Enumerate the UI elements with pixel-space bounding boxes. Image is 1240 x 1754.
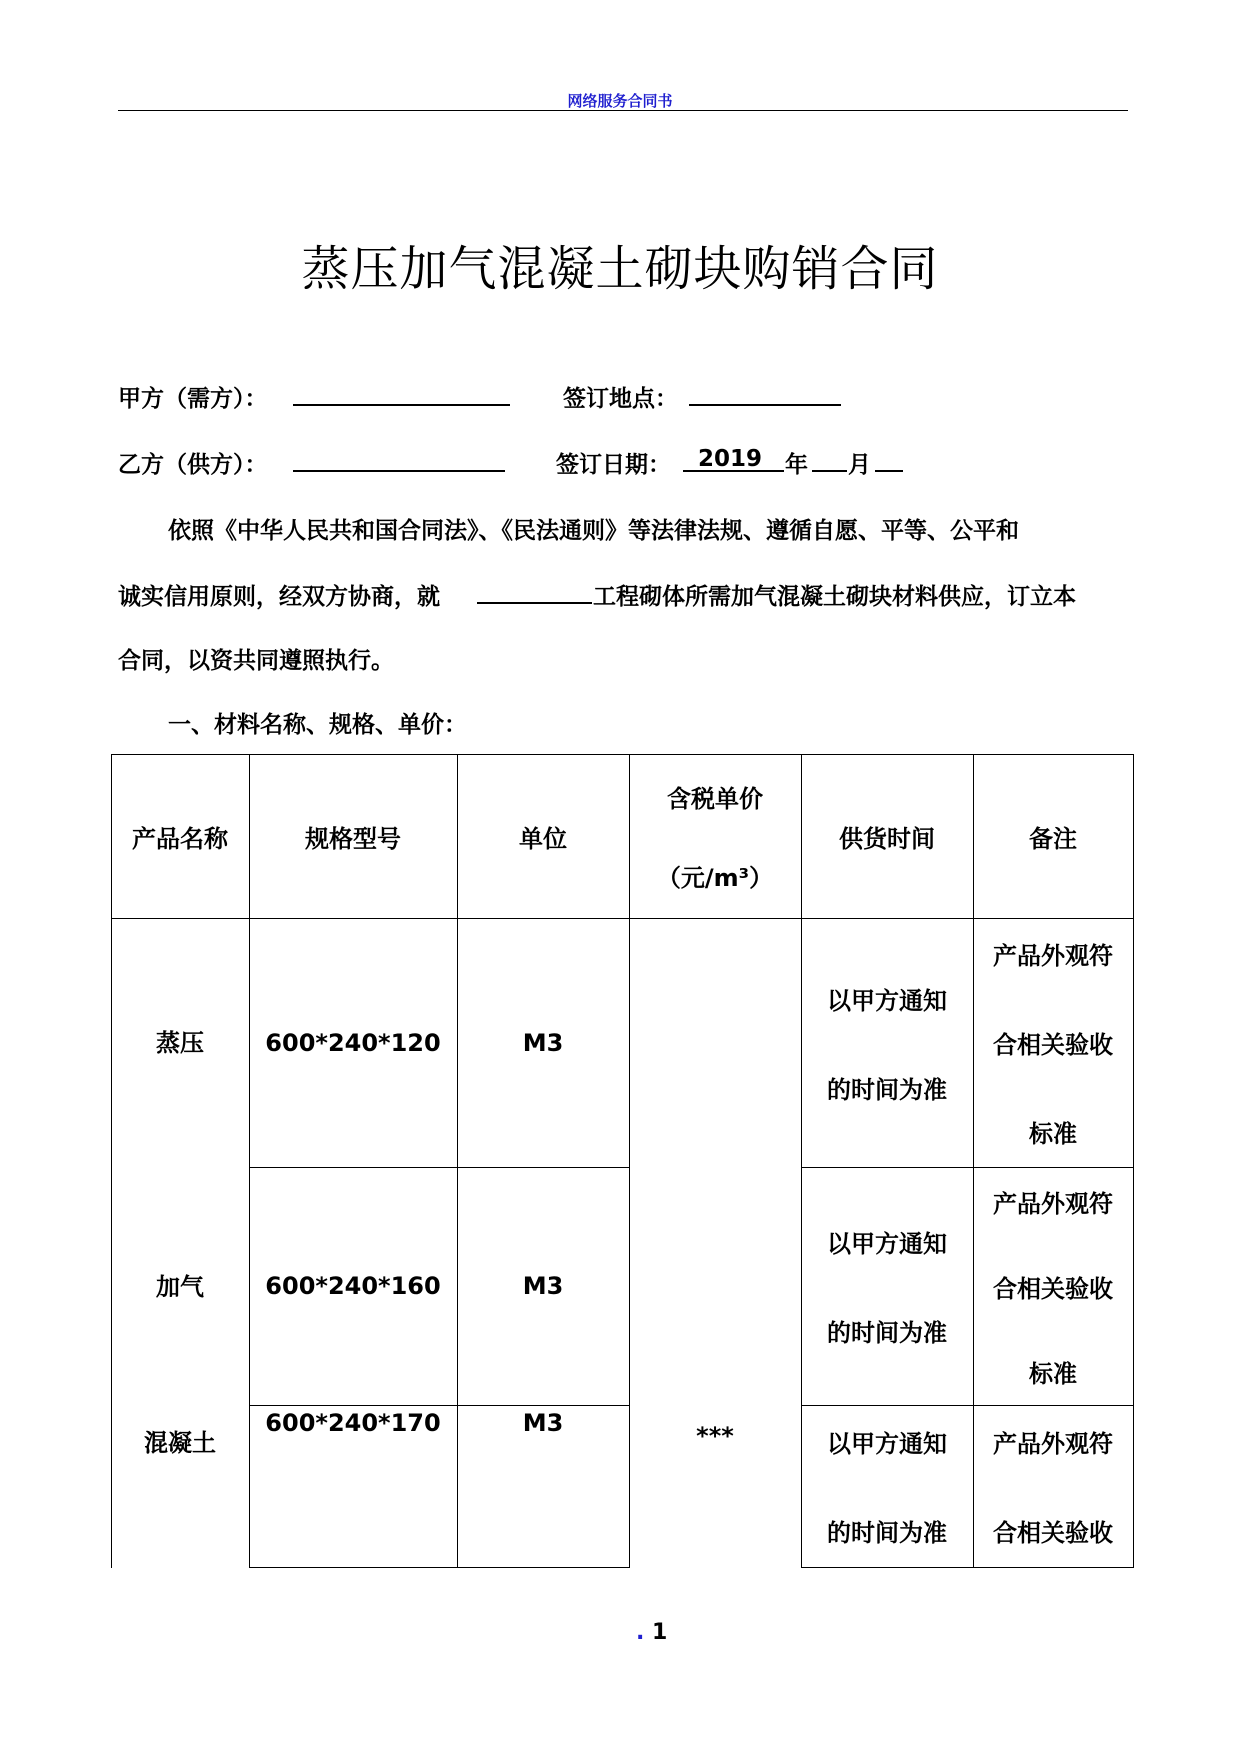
row-3-supply-time: 以甲方通知 的时间为准 [827,1430,947,1547]
th-remark: 备注 [1029,824,1077,853]
intro-line-2-prefix: 诚实信用原则，经双方协商，就 [118,584,440,610]
row-1-unit: M3 [522,1028,564,1057]
price-value: *** [696,1422,734,1450]
page-title: 蒸压加气混凝土砌块购销合同 [301,241,939,297]
section-1-heading: 一、材料名称、规格、单价： [168,712,467,738]
th-supply-time: 供货时间 [839,824,935,853]
party-b-blank[interactable] [293,470,505,472]
month-unit: 月 [848,452,871,478]
page-number-value: 1 [652,1620,668,1645]
row-2-supply-time: 以甲方通知 的时间为准 [827,1230,947,1347]
row-2-remark: 产品外观符 合相关验收 标准 [993,1189,1113,1388]
party-a-blank[interactable] [293,404,510,406]
intro-line-2-suffix: 工程砌体所需加气混凝土砌块材料供应，订立本 [593,584,1076,610]
row-1-supply-time: 以甲方通知 的时间为准 [827,986,947,1104]
sign-year: 2019 [698,446,763,472]
party-b-label: 乙方（供方）： [118,452,268,478]
row-3-unit: M3 [522,1409,564,1437]
row-3-spec: 600*240*170 [265,1409,441,1437]
table-bottom-right [801,1567,1134,1568]
year-unit: 年 [785,452,808,478]
th-spec: 规格型号 [305,824,401,853]
header-divider [118,110,1128,111]
sign-date-label: 签订日期： [556,452,671,478]
sign-month-blank[interactable] [812,470,847,472]
page-number [636,1620,667,1645]
product-name-part-2: 加气 [156,1272,204,1301]
sign-place-label: 签订地点： [563,386,678,412]
th-price: 含税单价 （元/m³） [656,785,774,892]
product-name-part-1: 蒸压 [156,1028,204,1057]
th-unit: 单位 [519,824,567,853]
party-a-label: 甲方（需方）： [118,386,268,412]
sign-place-blank[interactable] [689,404,841,406]
row-2-unit: M3 [522,1272,564,1300]
table-col-line-7 [1133,754,1134,1568]
row-3-remark: 产品外观符 合相关验收 [993,1430,1113,1547]
row-1-remark: 产品外观符 合相关验收 标准 [993,942,1113,1148]
product-name-part-3: 混凝土 [144,1428,216,1457]
header-doc-label: 网络服务合同书 [567,92,673,110]
row-2-spec: 600*240*160 [265,1272,441,1300]
table-bottom-left [249,1567,630,1568]
th-product: 产品名称 [132,824,228,853]
intro-line-3: 合同，以资共同遵照执行。 [118,648,394,674]
page-number-dot: . [636,1620,645,1645]
project-name-blank[interactable] [477,602,592,604]
intro-line-1: 依照《中华人民共和国合同法》、《民法通则》等法律法规、遵循自愿、平等、公平和 [168,518,1019,544]
row-1-spec: 600*240*120 [265,1028,441,1057]
sign-day-blank[interactable] [875,470,903,472]
